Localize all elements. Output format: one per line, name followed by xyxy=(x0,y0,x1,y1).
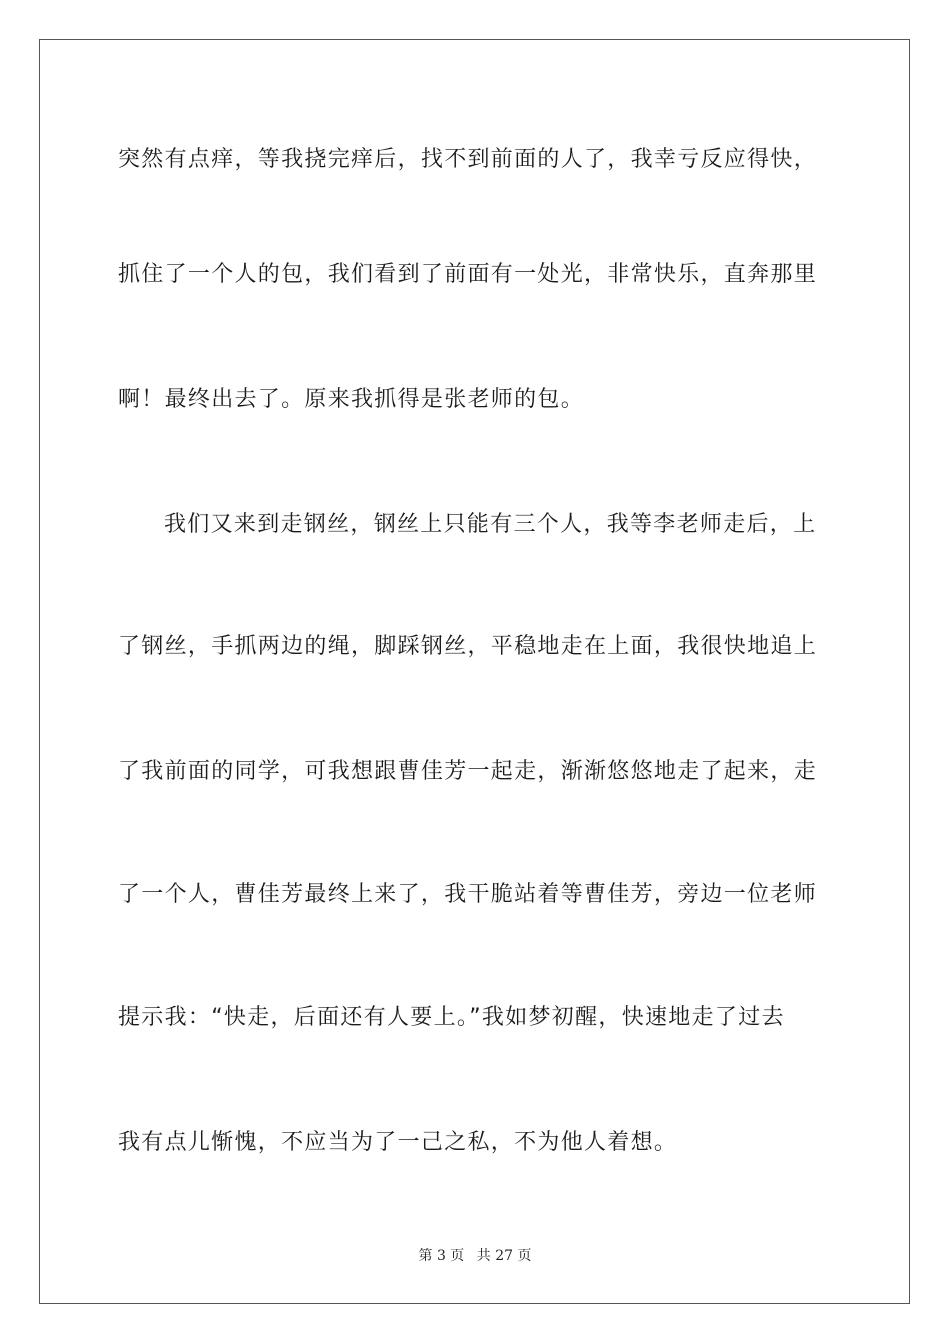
text-line: 了我前面的同学，可我想跟曹佳芳一起走，渐渐悠悠地走了起来，走 xyxy=(118,759,818,784)
page-number: 第 3 页 xyxy=(418,1248,465,1264)
page-total: 共 27 页 xyxy=(476,1248,532,1264)
text-line: 啊！最终出去了。原来我抓得是张老师的包。 xyxy=(118,387,585,412)
paragraph-start-line: 我们又来到走钢丝，钢丝上只能有三个人，我等李老师走后，上 xyxy=(164,512,817,537)
text-line: 我有点儿惭愧，不应当为了一己之私，不为他人着想。 xyxy=(118,1130,678,1155)
page-footer xyxy=(0,1245,950,1265)
text-line: 了钢丝，手抓两边的绳，脚踩钢丝，平稳地走在上面，我很快地追上 xyxy=(118,634,818,659)
text-line: 了一个人，曹佳芳最终上来了，我干脆站着等曹佳芳，旁边一位老师 xyxy=(118,882,818,907)
text-line: 抓住了一个人的包，我们看到了前面有一处光，非常快乐，直奔那里 xyxy=(118,262,818,287)
text-line: 突然有点痒，等我挠完痒后，找不到前面的人了，我幸亏反应得快， xyxy=(118,147,818,172)
text-line: 提示我：“快走，后面还有人要上。”我如梦初醒，快速地走了过去 xyxy=(118,1005,785,1030)
